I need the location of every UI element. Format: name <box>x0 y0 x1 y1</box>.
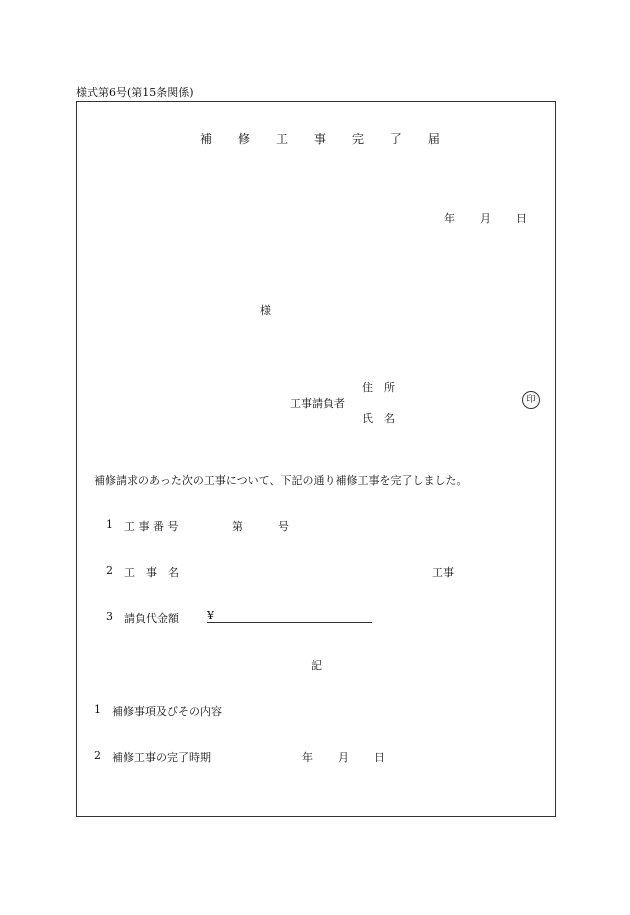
note1-label: 補修事項及びその内容 <box>112 705 222 718</box>
note2-day-label: 日 <box>374 751 385 764</box>
name-label: 氏 名 <box>362 412 395 425</box>
addressee-suffix: 様 <box>260 304 271 317</box>
note1-number: 1 <box>94 703 101 716</box>
date-year-label: 年 <box>444 212 455 225</box>
form-number: 様式第6号(第15条関係) <box>76 86 194 99</box>
note2-year-label: 年 <box>302 751 313 764</box>
seal-mark: 印 <box>522 391 540 409</box>
ki-heading: 記 <box>311 659 322 672</box>
date-day-label: 日 <box>516 212 527 225</box>
item2-label: 工 事 名 <box>124 566 179 579</box>
item3-currency: ¥ <box>207 609 214 622</box>
note2-month-label: 月 <box>338 751 349 764</box>
title-char: 工 <box>275 132 288 146</box>
date-month-label: 月 <box>480 212 491 225</box>
statement-text: 補修請求のあった次の工事について、下記の通り補修工事を完了しました。 <box>94 474 468 487</box>
form-title <box>200 130 440 147</box>
title-char: 了 <box>389 132 402 146</box>
item3-label: 請負代金額 <box>124 612 179 625</box>
item1-number: 1 <box>106 518 113 531</box>
contractor-role-label: 工事請負者 <box>290 397 345 410</box>
item2-number: 2 <box>106 564 113 577</box>
title-char: 補 <box>200 132 213 146</box>
item1-suffix: 号 <box>278 520 289 533</box>
amount-underline <box>207 622 372 623</box>
item1-prefix: 第 <box>232 520 243 533</box>
note2-number: 2 <box>94 749 101 762</box>
title-char: 事 <box>313 132 326 146</box>
item1-label: 工 事 番 号 <box>124 520 179 533</box>
note2-label: 補修工事の完了時期 <box>112 751 211 764</box>
address-label: 住 所 <box>362 381 395 394</box>
item3-number: 3 <box>106 610 113 623</box>
title-char: 修 <box>237 132 250 146</box>
title-char: 完 <box>351 132 364 146</box>
item2-suffix: 工事 <box>432 566 454 579</box>
title-char: 届 <box>427 132 440 146</box>
